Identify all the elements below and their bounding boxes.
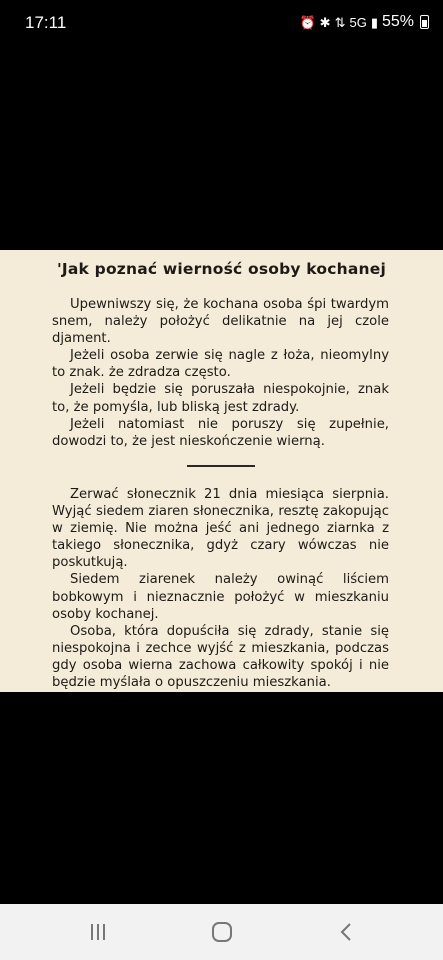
paragraph: Jeżeli osoba zerwie się nagle z łoża, nieomylny to znak. że zdradza często.: [52, 348, 389, 381]
paragraph: Osoba, która dopuściła się zdrady, stanie się niespokojna i zechce wyjść z mieszkania, podczas gdy osoba wierna zachowa całkowity spokój i nie będzie myślała o opuszczeniu mieszkania.: [52, 623, 389, 691]
5g-icon: 5G: [349, 14, 367, 30]
battery-percent: 55%: [381, 13, 414, 30]
battery-icon: [420, 15, 429, 29]
volte-icon: ⇅: [334, 14, 346, 30]
article-section-2: [52, 486, 389, 691]
back-icon: [338, 921, 354, 943]
paragraph: Upewniwszy się, że kochana osoba śpi twardym snem, należy położyć delikatnie na jej czole djament.: [52, 297, 389, 347]
status-bar: [0, 0, 443, 48]
signal-icon: ▮: [370, 14, 378, 30]
bluetooth-icon: ✱: [319, 14, 331, 30]
home-button[interactable]: [202, 918, 242, 946]
navigation-bar: [0, 904, 443, 960]
back-button[interactable]: [326, 918, 366, 946]
recents-icon: [87, 922, 109, 942]
recents-button[interactable]: [78, 918, 118, 946]
alarm-icon: ⏰: [299, 14, 316, 30]
article-section-1: [52, 296, 389, 450]
paragraph: Jeżeli będzie się poruszała niespokojnie, znak to, że pomyśla, lub bliską jest zdrady.: [52, 382, 389, 415]
scanned-article: [0, 250, 443, 692]
paragraph: Zerwać słonecznik 21 dnia miesiąca sierpnia. Wyjąć siedem ziaren słonecznika, resztę zakopując w ziemię. Nie można jeść ani jednego ziarnka z takiego słonecznika, gdyż czary wówczas nie poskutkują.: [52, 487, 389, 571]
paragraph: Siedem ziarenek należy owinąć liściem bobkowym i nieznacznie położyć w mieszkaniu osoby kochanej.: [52, 572, 389, 622]
status-time: 17:11: [25, 13, 67, 32]
paragraph: Jeżeli natomiast nie poruszy się zupełnie, dowodzi to, że jest nieskończenie wierną.: [52, 416, 389, 449]
section-divider: [187, 465, 255, 467]
status-icons: [299, 13, 429, 31]
home-icon: [210, 920, 234, 944]
article-title: 'Jak poznać wierność osoby kochanej: [56, 260, 386, 278]
